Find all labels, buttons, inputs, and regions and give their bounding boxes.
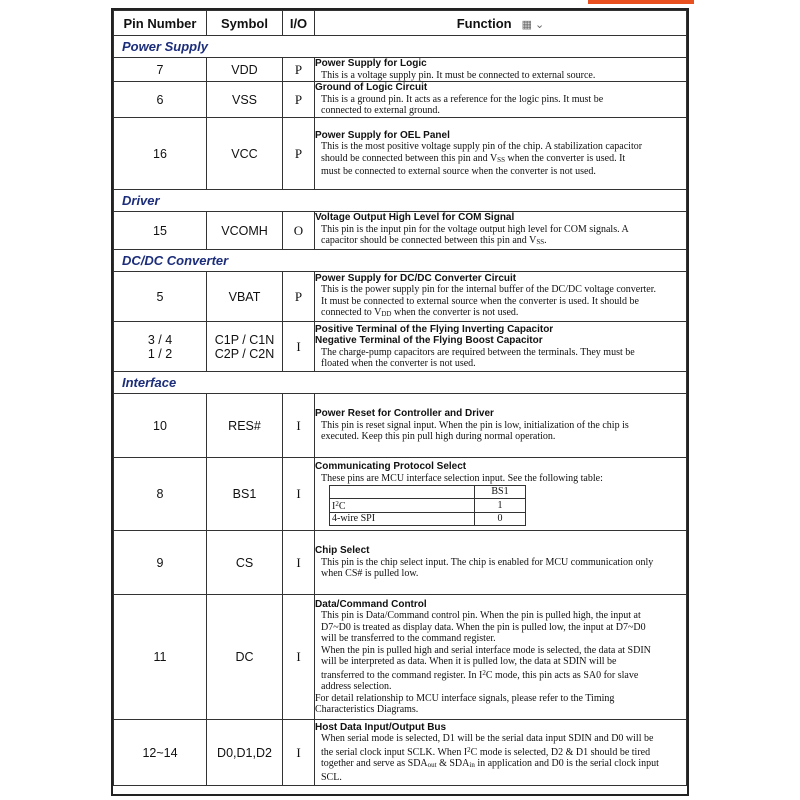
function-line: When serial mode is selected, D1 will be the serial data input SDIN and D0 will be [321,733,654,745]
pin-description-table-frame [111,8,689,796]
function-line [315,153,686,167]
pin-number [114,322,207,372]
text-part: & SDA [436,758,470,770]
header-function-label: Function [456,15,512,31]
function-title: Power Supply for OEL Panel [315,129,450,141]
pin-function [315,212,687,250]
function-title: Communicating Protocol Select [315,461,467,473]
pin-number: 7 [114,58,207,82]
pin-symbol: VBAT [207,272,283,322]
bs1-table-corner [330,486,475,499]
section-title-power-supply: Power Supply [114,36,687,58]
function-line: This is a ground pin. It acts as a reference for the logic pins. It must be [321,93,604,105]
pin-number: 6 [114,82,207,118]
pin-io: P [283,82,315,118]
bs1-mode-value: 0 [475,513,526,526]
table-row-vcomh [114,212,687,250]
pin-symbol [207,322,283,372]
text-part: together and serve as SDA [321,758,428,770]
text-part: the serial clock input SCLK. When I [321,746,468,758]
bs1-mode-value: 1 [475,498,526,513]
function-line: Characteristics Diagrams. [315,704,419,715]
pin-io: O [283,212,315,250]
function-title: Data/Command Control [315,598,427,610]
function-line: D7~D0 is treated as display data. When the pin is pulled low, the input at D7~D0 [321,621,646,633]
table-row-cs [114,531,687,595]
pin-number: 5 [114,272,207,322]
bs1-selection-table [329,485,526,526]
superscript: 2 [467,745,471,754]
section-row-interface [114,372,687,394]
pin-number: 10 [114,394,207,458]
text-part: when the converter is not used. [391,307,519,318]
text-part: when the converter is used. It [504,152,626,164]
superscript: 2 [335,499,339,508]
function-line: when CS# is pulled low. [321,568,419,580]
function-line: It must be connected to external source when the converter is used. It should be [321,295,639,307]
function-title: Chip Select [315,545,370,557]
function-line: The charge-pump capacitors are required between the terminals. They must be [321,346,635,358]
table-row-charge-pump [114,322,687,372]
pin-symbol-line: C2P / C2N [214,346,275,361]
function-line: This pin is reset signal input. When the pin is low, initialization of the chip is [321,419,629,431]
function-title: Power Reset for Controller and Driver [315,408,494,420]
subscript: SS [497,155,505,164]
text-part: should be connected between this pin and V [321,152,498,164]
pin-io: P [283,58,315,82]
text-part: transferred to the command register. In I [321,669,483,681]
function-line: address selection. [321,681,392,692]
function-title: Ground of Logic Circuit [315,82,428,94]
function-line [315,307,686,321]
function-title: Voltage Output High Level for COM Signal [315,212,515,224]
text-part: capacitor should be connected between this pin and V [321,235,537,247]
pin-description-table [113,10,687,786]
bs1-table-head: BS1 [475,486,526,499]
subscript: SS [536,238,545,247]
pin-number: 11 [114,595,207,720]
pin-function [315,118,687,190]
pin-function [315,531,687,595]
bs1-table-head-row [330,486,526,499]
section-row-power-supply [114,36,687,58]
pin-number-line: 1 / 2 [147,346,173,361]
pin-io: P [283,118,315,190]
top-accent-bar [588,0,694,4]
bs1-mode-label: 4-wire SPI [330,513,475,526]
function-line: This is the most positive voltage supply pin of the chip. A stabilization capacitor [321,141,643,152]
pin-io: I [283,322,315,372]
pin-symbol: VSS [207,82,283,118]
pin-function [315,272,687,322]
function-title: Host Data Input/Output Bus [315,721,447,733]
table-row-vbat [114,272,687,322]
pin-symbol: DC [207,595,283,720]
pin-function [315,82,687,118]
text-part: C mode, this pin acts as SA0 for slave [485,669,639,681]
function-line: For detail relationship to MCU interface signals, please refer to the Timing [315,692,615,704]
pin-io: P [283,272,315,322]
header-symbol: Symbol [207,11,283,36]
pin-function [315,58,687,82]
function-line: This pin is the input pin for the voltage output high level for COM signals. A [321,223,629,235]
subscript: DD [381,310,392,318]
function-line: connected to external ground. [321,105,440,117]
pin-symbol: D0,D1,D2 [207,720,283,786]
table-row-d0-d2 [114,720,687,786]
pin-symbol: BS1 [207,458,283,531]
function-title: Positive Terminal of the Flying Inverting Capacitor [315,323,554,335]
superscript: 2 [482,668,486,677]
function-line [315,668,686,682]
table-row-vss [114,82,687,118]
subscript: out [427,761,437,770]
function-line: This is a voltage supply pin. It must be connected to external source. [321,69,596,81]
text-part: C [338,500,346,512]
pin-io: I [283,531,315,595]
bs1-mode-label [330,498,475,513]
function-line: SCL. [321,771,342,783]
pin-number: 16 [114,118,207,190]
pin-symbol: VCC [207,118,283,190]
text-part: I [332,500,336,512]
pin-function [315,394,687,458]
pin-io: I [283,595,315,720]
text-part: . [544,235,547,247]
function-line: executed. Keep this pin pull high during normal operation. [321,431,556,443]
pin-symbol: VDD [207,58,283,82]
pin-function [315,322,687,372]
text-part: C mode is selected, D2 & D1 should be tired [470,746,651,758]
pin-symbol-line: C1P / C1N [214,332,275,347]
pin-number-line: 3 / 4 [147,332,173,347]
function-line [315,235,686,249]
pin-function [315,458,687,531]
function-line [315,758,686,772]
function-line: These pins are MCU interface selection input. See the following table: [321,472,603,484]
function-line: This is the power supply pin for the internal buffer of the DC/DC voltage converter. [321,284,657,295]
section-title-dcdc-converter: DC/DC Converter [114,250,687,272]
header-pin-number: Pin Number [114,11,207,36]
section-row-driver [114,190,687,212]
function-line: floated when the converter is not used. [321,358,476,369]
function-title: Power Supply for Logic [315,58,427,69]
pin-io: I [283,394,315,458]
pin-function [315,595,687,720]
pin-symbol: CS [207,531,283,595]
bs1-table-row-i2c [330,498,526,513]
function-line: This pin is the chip select input. The chip is enabled for MCU communication only [321,556,654,568]
pin-number: 8 [114,458,207,531]
text-part: connected to V [321,307,382,318]
section-row-dcdc-converter [114,250,687,272]
bs1-table-row-spi [330,513,526,526]
table-row-vcc [114,118,687,190]
pin-io: I [283,720,315,786]
subscript: in [469,761,475,770]
table-row-bs1 [114,458,687,531]
function-line [315,745,686,759]
pin-symbol: VCOMH [207,212,283,250]
table-row-vdd [114,58,687,82]
pin-function [315,720,687,786]
pin-number: 9 [114,531,207,595]
function-line: When the pin is pulled high and serial interface mode is selected, the data at SDIN [321,644,651,656]
text-part: in application and D0 is the serial clock input [474,758,659,770]
function-line: must be connected to external source when the converter is not used. [321,166,596,177]
qr-code-icon[interactable]: ▦ ⌄ [521,18,545,31]
function-line: This pin is Data/Command control pin. When the pin is pulled high, the input at [321,610,641,621]
function-title: Negative Terminal of the Flying Boost Capacitor [315,335,543,346]
function-line: will be interpreted as data. When it is pulled low, the data at SDIN will be [321,656,617,667]
table-row-dc [114,595,687,720]
pin-symbol: RES# [207,394,283,458]
function-title: Power Supply for DC/DC Converter Circuit [315,272,517,284]
header-io: I/O [283,11,315,36]
function-line: will be transferred to the command register. [321,633,496,644]
section-title-driver: Driver [114,190,687,212]
table-row-res [114,394,687,458]
pin-number: 15 [114,212,207,250]
pin-io: I [283,458,315,531]
pin-number: 12~14 [114,720,207,786]
section-title-interface: Interface [114,372,687,394]
table-header-row [114,11,687,36]
header-function [315,11,687,36]
